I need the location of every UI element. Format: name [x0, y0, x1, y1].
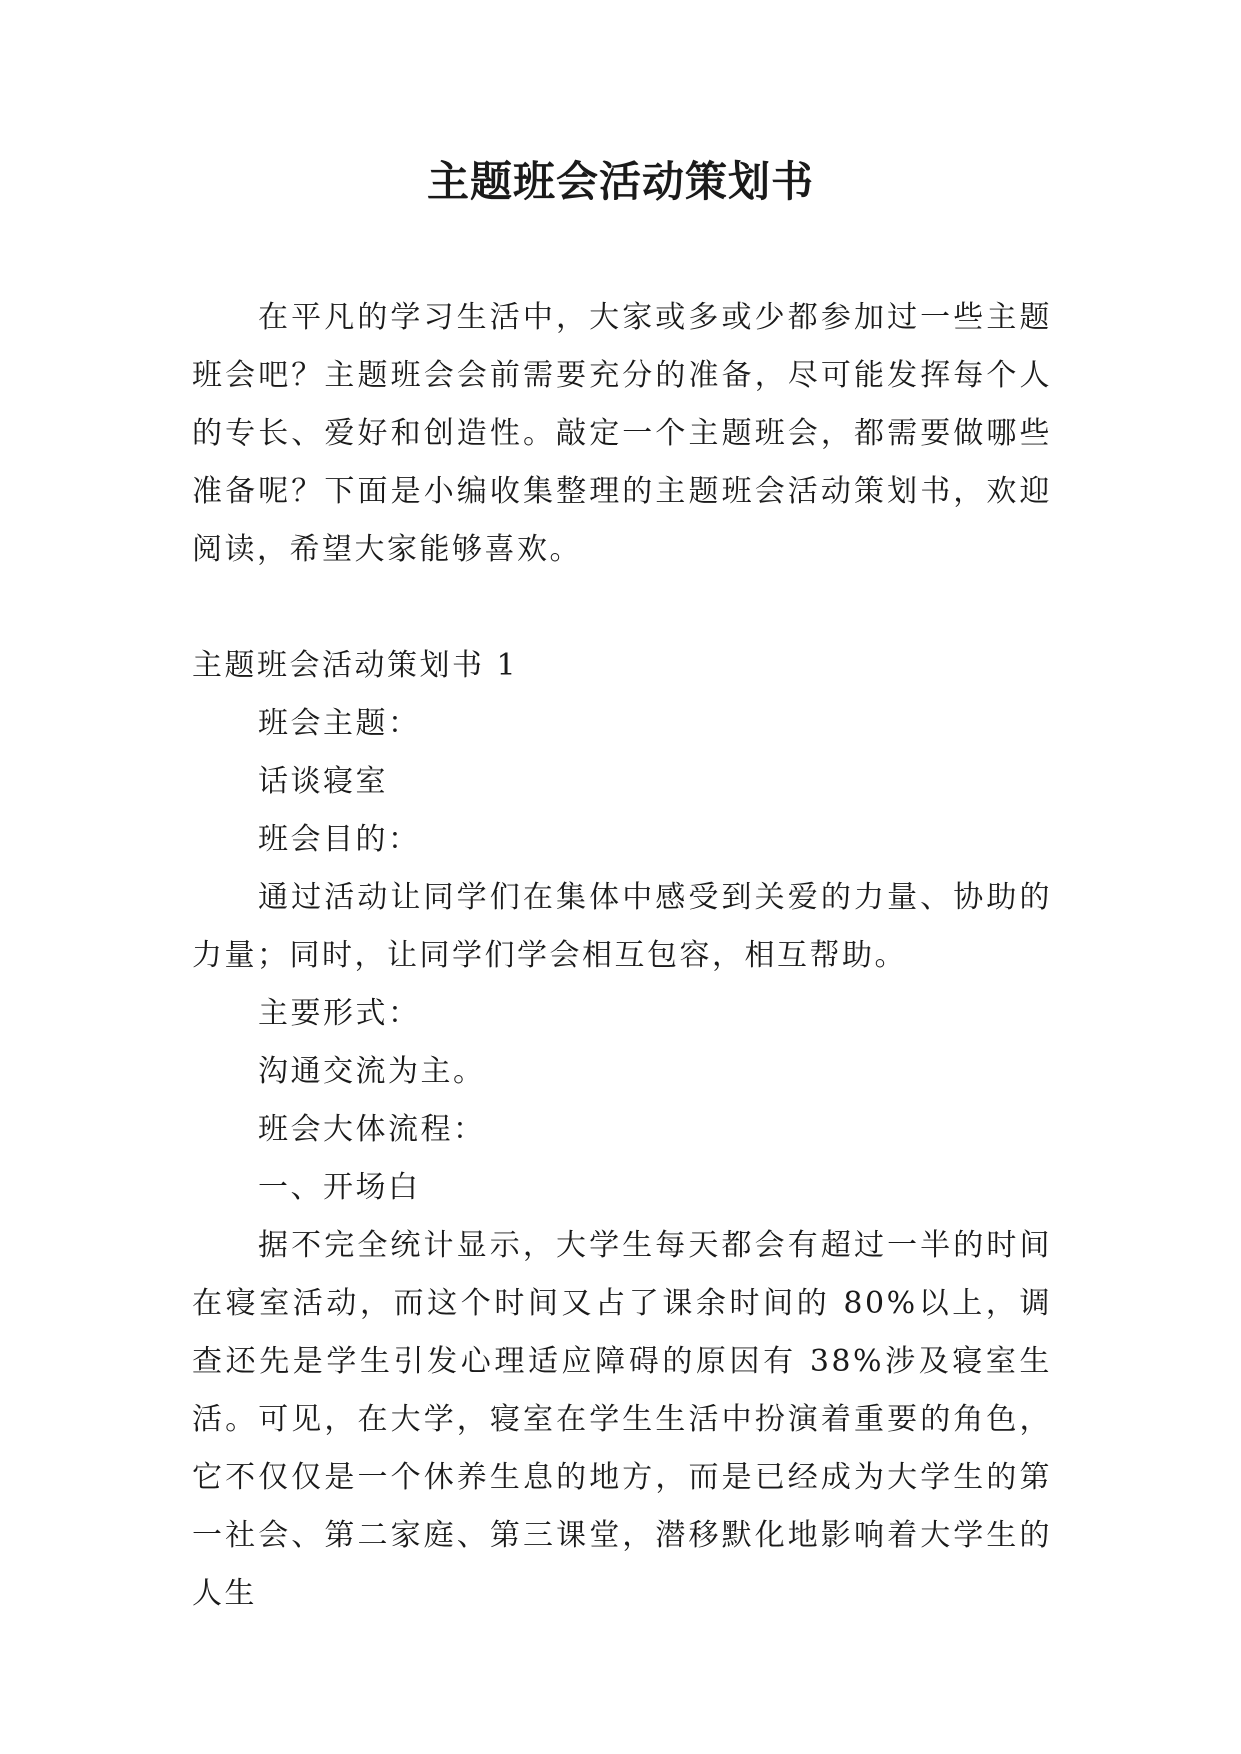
intro-paragraph: 在平凡的学习生活中，大家或多或少都参加过一些主题班会吧？主题班会会前需要充分的准备，尽可能发挥每个人的专长、爱好和创造性。敲定一个主题班会，都需要做哪些准备呢？下面是小编收集整理的主题班会活动策划书，欢迎阅读，希望大家能够喜欢。	[192, 300, 1052, 567]
form-value: 沟通交流为主。	[258, 1054, 486, 1089]
purpose-paragraph: 通过活动让同学们在集体中感受到关爱的力量、协助的力量；同时，让同学们学会相互包容，相互帮助。	[192, 880, 1052, 973]
form-label: 主要形式：	[258, 996, 421, 1031]
step-paragraph: 据不完全统计显示，大学生每天都会有超过一半的时间在寝室活动，而这个时间又占了课余时间的 80%以上，调查还先是学生引发心理适应障碍的原因有 38%涉及寝室生活。可见，在大学，寝室在学生生活中扮演着重要的角色，它不仅仅是一个休养生息的地方，而是已经成为大学生的第一社会、第二家庭、第三课堂，潜移默化地影响着大学生的人生	[192, 1228, 1052, 1611]
theme-value: 话谈寝室	[258, 764, 388, 799]
purpose-label: 班会目的：	[258, 822, 421, 857]
step-heading: 一、开场白	[258, 1170, 421, 1205]
document-body	[192, 289, 1052, 1623]
page-title: 主题班会活动策划书	[426, 157, 814, 206]
process-label: 班会大体流程：	[258, 1112, 486, 1147]
theme-label: 班会主题：	[258, 706, 421, 741]
section-heading: 主题班会活动策划书 1	[192, 648, 519, 683]
